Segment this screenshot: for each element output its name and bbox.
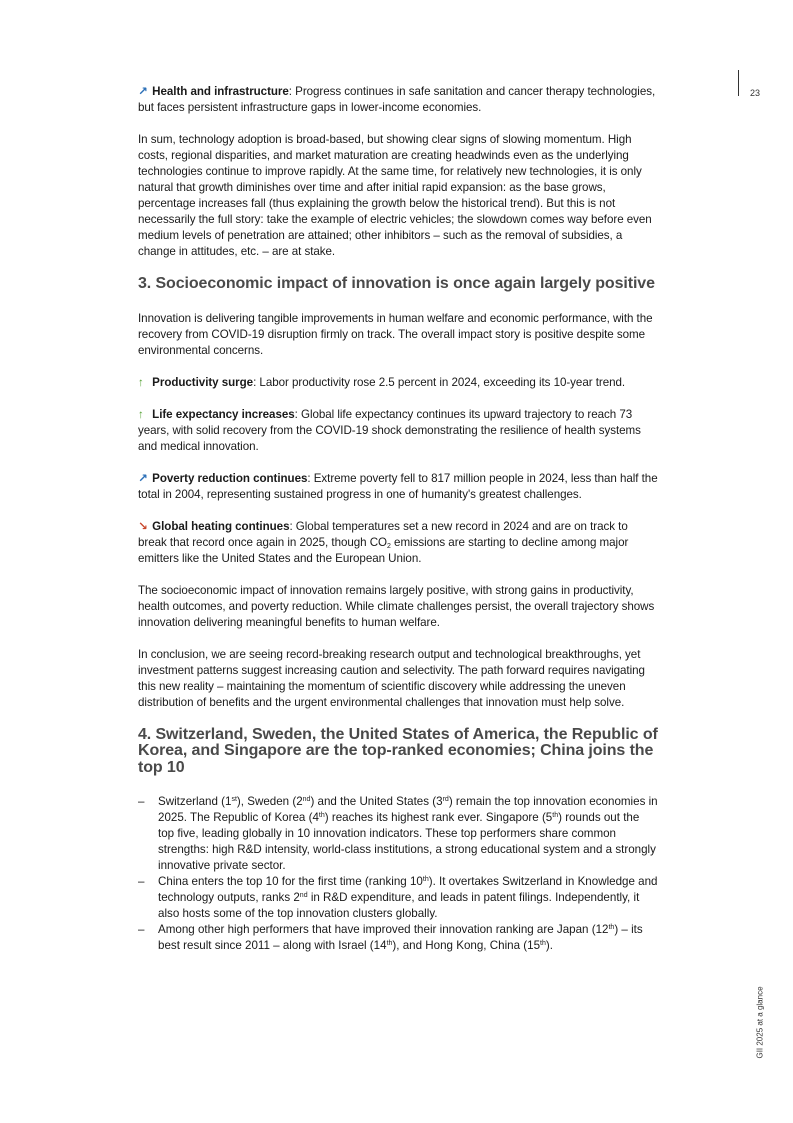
section-3-intro: Innovation is delivering tangible improvements in human welfare and economic performance, with the recovery from COVID-19 disruption firmly on track. The overall impact story is positive despite some environmental concerns. bbox=[138, 311, 653, 357]
ordinal-suffix: th bbox=[608, 924, 615, 931]
health-paragraph bbox=[138, 84, 658, 116]
bullet-text: Switzerland (1 bbox=[158, 795, 232, 808]
poverty-text: : Extreme poverty fell to 817 million people in 2024, less than half the total in 2004, representing sustained progress in one of humanity's greatest challenges. bbox=[138, 471, 658, 501]
dash-bullet: – bbox=[138, 923, 145, 936]
bullet-text: in R&D expenditure, and leads in patent filings. Independently, it also hosts some of the top innovation clusters globally. bbox=[158, 891, 640, 920]
bullet-text: ) and the United States (3 bbox=[310, 795, 443, 808]
productivity-label: Productivity surge bbox=[152, 375, 254, 389]
bullet-text: Among other high performers that have improved their innovation ranking are Japan (12 bbox=[158, 923, 609, 936]
life-expectancy-text: : Global life expectancy continues its upward trajectory to reach 73 years, with solid recovery from the COVID-19 shock demonstrating the resilience of health systems and medical innovation. bbox=[138, 407, 641, 453]
bullet-text: ) remain the top innovation economies in 2025. The Republic of Korea (4 bbox=[158, 795, 658, 824]
ordinal-suffix: th bbox=[422, 876, 429, 883]
ordinal-suffix: st bbox=[231, 796, 237, 803]
ranking-list bbox=[138, 794, 658, 954]
conclusion-paragraph: In conclusion, we are seeing record-breaking research output and technological breakthroughs, yet investment patterns suggest increasing caution and selectivity. The path forward requires navigating this new reality – maintaining the momentum of scientific discovery while addressing the uneven distribution of benefits and the urgent environmental challenges that innovation must help solve. bbox=[138, 647, 645, 709]
arrow-up-icon: ↑ bbox=[138, 407, 144, 421]
list-item bbox=[138, 794, 658, 874]
dash-bullet: – bbox=[138, 795, 145, 808]
ordinal-suffix: th bbox=[386, 940, 393, 947]
ordinal-suffix: nd bbox=[302, 796, 311, 803]
health-text: : Progress continues in safe sanitation and cancer therapy technologies, but faces persistent infrastructure gaps in lower-income economies. bbox=[138, 85, 656, 114]
arrow-up-icon: ↑ bbox=[138, 375, 144, 389]
bullet-text: ) rounds out the top five, leading globally in 10 innovation indicators. These top performers share common strengths: high R&D intensity, world-class institutions, a strong educational system and a strongly innovative private sector. bbox=[158, 811, 656, 872]
life-expectancy-item bbox=[138, 407, 658, 455]
section-3-summary: The socioeconomic impact of innovation remains largely positive, with strong gains in productivity, health outcomes, and poverty reduction. While climate challenges persist, the overall trajectory shows innovation delivering meaningful benefits to human welfare. bbox=[138, 583, 655, 629]
bullet-text: ). bbox=[545, 939, 553, 952]
list-item bbox=[138, 874, 658, 922]
co2-subscript: 2 bbox=[387, 542, 391, 550]
dash-bullet: – bbox=[138, 875, 145, 888]
arrow-down-right-icon: ↘ bbox=[138, 519, 148, 533]
global-heating-label: Global heating continues bbox=[152, 519, 290, 533]
section-4-heading: 4. Switzerland, Sweden, the United States of America, the Republic of Korea, and Singapore are the top-ranked economies; China joins the top 10 bbox=[138, 725, 658, 776]
arrow-up-right-icon: ↗ bbox=[138, 85, 148, 98]
bullet-text: China enters the top 10 for the first time (ranking 10 bbox=[158, 875, 423, 888]
page-number: 23 bbox=[750, 88, 761, 98]
global-heating-text-b: emissions are starting to decline among major emitters like the United States and the European Union. bbox=[138, 535, 629, 565]
ordinal-suffix: th bbox=[552, 812, 559, 819]
productivity-item bbox=[138, 375, 658, 391]
bullet-text: ), Sweden (2 bbox=[236, 795, 303, 808]
bullet-text: ) – its best result since 2011 – along with Israel (14 bbox=[158, 923, 643, 952]
header-rule bbox=[738, 70, 739, 96]
ordinal-suffix: nd bbox=[299, 892, 308, 899]
bullet-text: ) reaches its highest rank ever. Singapore (5 bbox=[324, 811, 553, 824]
global-heating-text-a: : Global temperatures set a new record in 2024 and are on track to break that record once again in 2025, though CO bbox=[138, 519, 628, 549]
ordinal-suffix: rd bbox=[442, 796, 449, 803]
poverty-label: Poverty reduction continues bbox=[152, 471, 308, 485]
bullet-text: ). It overtakes Switzerland in Knowledge and technology outputs, ranks 2 bbox=[158, 875, 658, 904]
bullet-text: ), and Hong Kong, China (15 bbox=[392, 939, 541, 952]
ordinal-suffix: th bbox=[318, 812, 325, 819]
health-label: Health and infrastructure bbox=[152, 85, 289, 98]
summary-paragraph: In sum, technology adoption is broad-based, but showing clear signs of slowing momentum. High costs, regional disparities, and market maturation are creating headwinds even as the underlying technologies continue to improve rapidly. At the same time, for relatively new technologies, it is only natural that growth diminishes over time and after initial rapid expansion: as the base grows, percentage increases fall (thus explaining the growth below the historical trend). But this is not necessarily the full story: take the example of electric vehicles; the slowdown comes way before even medium levels of penetration are attained; other inhibitors – such as the removal of subsidies, a change in attitudes, etc. – are at stake. bbox=[138, 133, 652, 258]
productivity-text: : Labor productivity rose 2.5 percent in 2024, exceeding its 10-year trend. bbox=[253, 375, 626, 389]
arrow-up-right-icon: ↗ bbox=[138, 471, 148, 485]
side-label: GII 2025 at a glance bbox=[755, 986, 765, 1059]
global-heating-item bbox=[138, 519, 658, 567]
poverty-item bbox=[138, 471, 658, 503]
section-3-heading: 3. Socioeconomic impact of innovation is once again largely positive bbox=[138, 275, 655, 292]
life-expectancy-label: Life expectancy increases bbox=[152, 407, 295, 421]
list-item bbox=[138, 922, 658, 954]
ordinal-suffix: th bbox=[540, 940, 546, 947]
page-content bbox=[138, 84, 658, 954]
